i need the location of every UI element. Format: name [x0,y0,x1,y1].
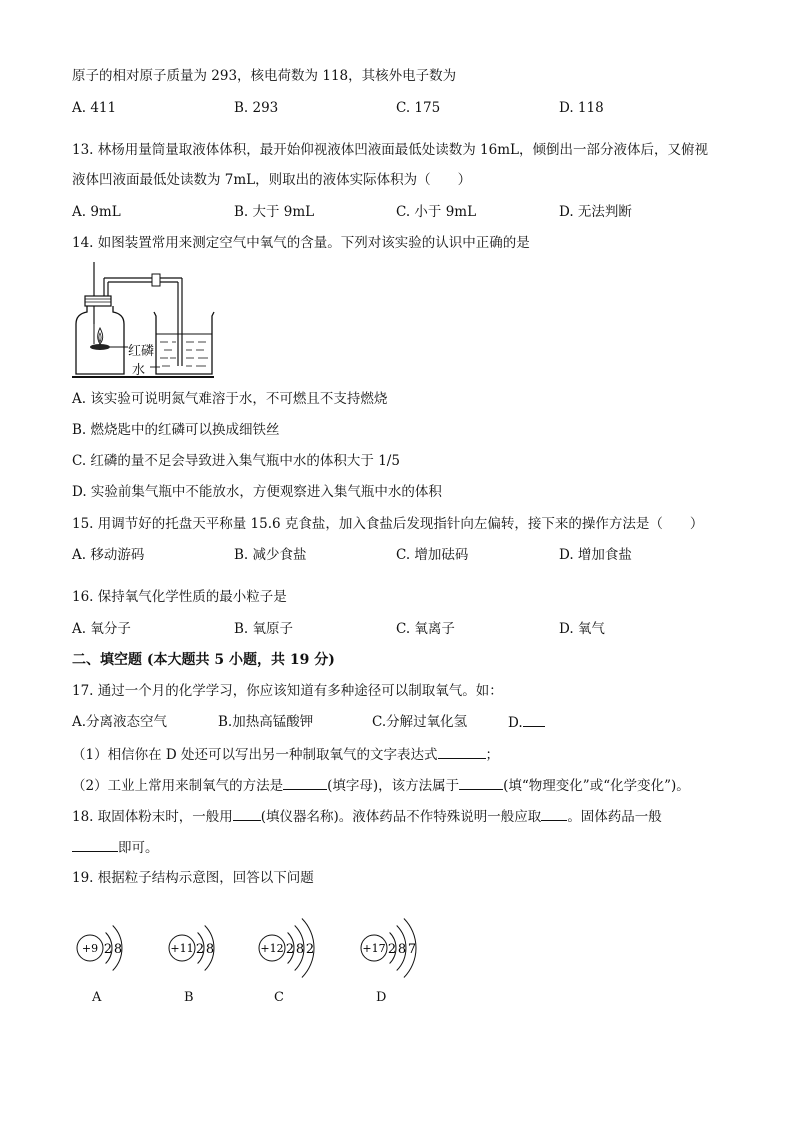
q16-option-d: D. 氧气 [559,621,605,637]
q17-sub1-blank[interactable] [438,744,486,759]
electron-count: 2 [195,942,205,957]
q17-sub1-end: ； [485,747,499,763]
q17-sub2-text-b: (填字母)，该方法属于 [327,778,460,794]
q18-blank-1[interactable] [233,806,261,821]
label-water: 水 [132,363,146,378]
nucleus-charge: +9 [81,942,99,955]
atom-label-a: A [92,990,102,1005]
q17-option-d: D. [508,715,523,731]
q14-stem: 14. 如图装置常用来测定空气中氧气的含量。下列对该实验的认识中正确的是 [72,235,530,251]
q13-option-a: A. 9mL [72,204,121,220]
electron-count: 8 [205,942,215,957]
q13-option-c: C. 小于 9mL [396,204,477,220]
q17-options [72,712,732,732]
q17-option-d-blank[interactable] [523,712,545,727]
q16-options [72,619,732,639]
q13-options [72,202,732,222]
atom-diagram-a [74,898,164,988]
atom-label-c: C [274,990,284,1005]
atom-diagram-b [166,898,256,988]
q16-option-a: A. 氧分子 [72,621,131,637]
q17-sub2-blank-1[interactable] [283,775,327,790]
q16-stem: 16. 保持氧气化学性质的最小粒子是 [72,589,287,605]
electron-count: 8 [113,942,123,957]
electron-count: 8 [295,942,305,957]
q17-option-c: C.分解过氧化氢 [372,714,468,730]
nucleus-charge: +12 [260,942,284,955]
q12-stem-tail: 原子的相对原子质量为 293，核电荷数为 118，其核外电子数为 [72,68,457,84]
electron-count: 2 [285,942,295,957]
q18-text-c: 。固体药品一般 [567,809,662,825]
q18-blank-3[interactable] [72,837,118,852]
q12-option-c: C. 175 [396,100,441,116]
electron-count: 8 [397,942,407,957]
electron-count: 2 [305,942,315,957]
q12-option-d: D. 118 [559,100,604,116]
q13-stem-line2: 液体凹液面最低处读数为 7mL，则取出的液体实际体积为（ ） [72,172,472,188]
q15-option-d: D. 增加食盐 [559,547,632,563]
q12-option-b: B. 293 [234,100,279,116]
atom-label-d: D [376,990,387,1005]
section-2-heading: 二、填空题 (本大题共 5 小题，共 19 分) [72,652,335,668]
nucleus-charge: +17 [362,942,386,955]
q15-options [72,545,732,565]
electron-count: 7 [407,942,417,957]
q18-line2 [72,837,159,858]
q17-sub2 [72,775,690,796]
q14-option-c: C. 红磷的量不足会导致进入集气瓶中水的体积大于 1/5 [72,453,400,469]
q18-text-b: (填仪器名称)。液体药品不作特殊说明一般应取 [260,809,542,825]
q17-sub2-text-c: (填“物理变化”或“化学变化”)。 [503,778,690,794]
q18-text-a: 18. 取固体粉末时，一般用 [72,809,233,825]
q18-text-d: 即可。 [118,840,159,856]
q14-option-a: A. 该实验可说明氮气难溶于水，不可燃且不支持燃烧 [72,391,388,407]
atom-diagram-c [256,898,346,988]
q14-apparatus-figure [72,258,222,383]
q15-option-a: A. 移动游码 [72,547,145,563]
q17-sub2-text-a: （2）工业上常用来制氧气的方法是 [72,778,284,794]
q16-option-c: C. 氧离子 [396,621,455,637]
q17-sub2-blank-2[interactable] [459,775,503,790]
q17-option-b: B.加热高锰酸钾 [218,714,314,730]
q19-stem: 19. 根据粒子结构示意图，回答以下问题 [72,870,314,886]
q17-sub1-text: （1）相信你在 D 处还可以写出另一种制取氧气的文字表达式 [72,747,438,763]
q13-option-b: B. 大于 9mL [234,204,315,220]
q18-line1 [72,806,662,827]
q18-blank-2[interactable] [541,806,567,821]
nucleus-charge: +11 [170,942,194,955]
q13-option-d: D. 无法判断 [559,204,632,220]
label-red-phosphorus: 红磷 [128,344,155,359]
q15-option-c: C. 增加砝码 [396,547,469,563]
q15-stem: 15. 用调节好的托盘天平称量 15.6 克食盐，加入食盐后发现指针向左偏转，接下来的操作方法是（ ） [72,516,704,532]
electron-count: 2 [103,942,113,957]
q17-stem: 17. 通过一个月的化学学习，你应该知道有多种途径可以制取氧气。如： [72,683,503,699]
q14-option-b: B. 燃烧匙中的红磷可以换成细铁丝 [72,422,280,438]
electron-count: 2 [387,942,397,957]
q12-option-a: A. 411 [72,100,117,116]
q13-stem-line1: 13. 林杨用量筒量取液体体积，最开始仰视液体凹液面最低处读数为 16mL，倾倒出一部分液体后，又俯视 [72,142,708,158]
atom-label-b: B [184,990,194,1005]
q16-option-b: B. 氧原子 [234,621,294,637]
q17-sub1 [72,744,499,765]
q12-options [72,98,732,118]
q15-option-b: B. 减少食盐 [234,547,307,563]
q14-option-d: D. 实验前集气瓶中不能放水，方便观察进入集气瓶中水的体积 [72,484,442,500]
q17-option-d-wrap [508,712,545,733]
q17-option-a: A.分离液态空气 [72,714,168,730]
atom-diagram-d [358,898,448,988]
